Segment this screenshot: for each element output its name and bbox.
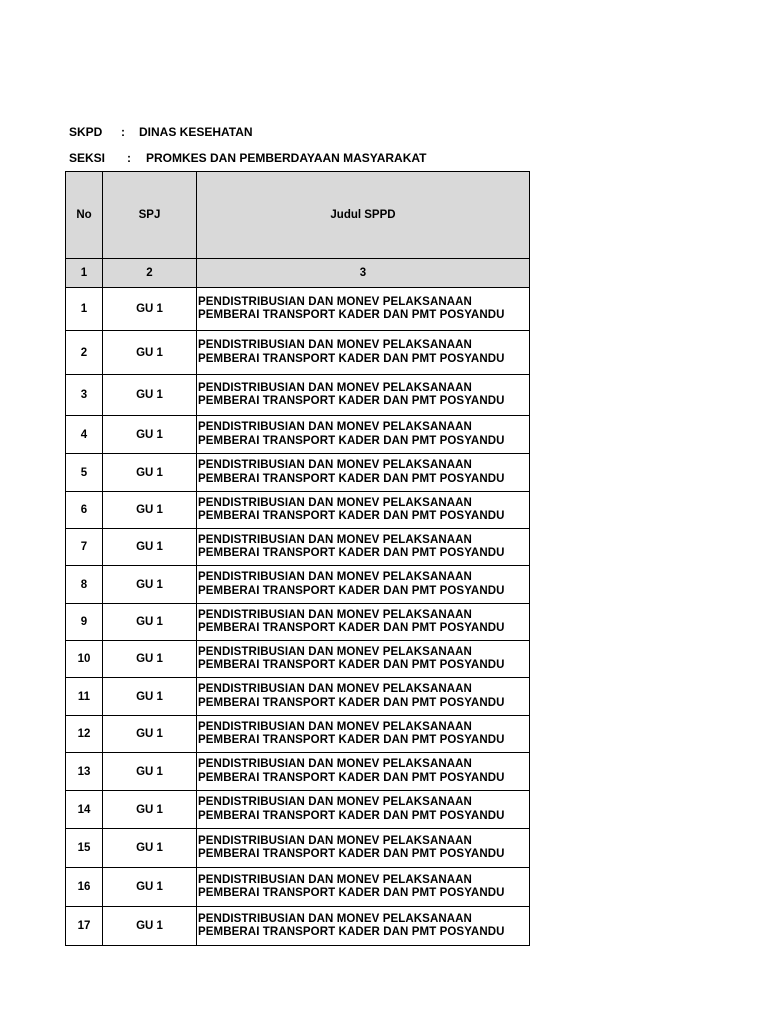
- row-number-cell: 7: [66, 529, 103, 566]
- judul-cell: [197, 454, 530, 492]
- table-row: [66, 416, 530, 454]
- row-number-cell: 13: [66, 753, 103, 791]
- judul-cell: [197, 753, 530, 791]
- judul-cell: [197, 716, 530, 753]
- row-number-cell: 12: [66, 716, 103, 753]
- judul-line-2: PEMBERAI TRANSPORT KADER DAN PMT POSYANDU: [198, 395, 505, 407]
- table-row: [66, 907, 530, 946]
- row-number-cell: 14: [66, 791, 103, 829]
- spj-cell: GU 1: [103, 529, 197, 566]
- judul-line-2: PEMBERAI TRANSPORT KADER DAN PMT POSYANDU: [198, 734, 505, 746]
- judul-line-1: PENDISTRIBUSIAN DAN MONEV PELAKSANAAN: [198, 339, 472, 351]
- spj-cell: GU 1: [103, 829, 197, 868]
- spj-cell: GU 1: [103, 288, 197, 331]
- spj-cell: GU 1: [103, 566, 197, 604]
- row-number-cell: 10: [66, 641, 103, 678]
- judul-line-1: PENDISTRIBUSIAN DAN MONEV PELAKSANAAN: [198, 645, 472, 658]
- table-row: [66, 868, 530, 907]
- spj-cell: GU 1: [103, 868, 197, 907]
- skpd-label: SKPD: [69, 125, 103, 139]
- table-row: [66, 288, 530, 331]
- row-number-cell: 11: [66, 678, 103, 716]
- table-row: [66, 375, 530, 416]
- judul-line-1: PENDISTRIBUSIAN DAN MONEV PELAKSANAAN: [198, 720, 472, 733]
- row-number-cell: 8: [66, 566, 103, 604]
- judul-line-2: PEMBERAI TRANSPORT KADER DAN PMT POSYANDU: [198, 809, 505, 822]
- table-row: [66, 604, 530, 641]
- column-number: 1: [66, 259, 103, 288]
- column-number-row: [66, 259, 530, 288]
- seksi-label: SEKSI: [69, 151, 106, 165]
- judul-line-2: PEMBERAI TRANSPORT KADER DAN PMT POSYANDU: [198, 926, 505, 938]
- judul-line-1: PENDISTRIBUSIAN DAN MONEV PELAKSANAAN: [198, 381, 472, 394]
- judul-line-2: PEMBERAI TRANSPORT KADER DAN PMT POSYANDU: [198, 771, 505, 784]
- judul-line-1: PENDISTRIBUSIAN DAN MONEV PELAKSANAAN: [198, 834, 472, 847]
- spj-cell: GU 1: [103, 678, 197, 716]
- table-row: [66, 716, 530, 753]
- table-row: [66, 566, 530, 604]
- judul-line-1: PENDISTRIBUSIAN DAN MONEV PELAKSANAAN: [198, 533, 472, 546]
- judul-line-1: PENDISTRIBUSIAN DAN MONEV PELAKSANAAN: [198, 571, 472, 583]
- judul-line-2: PEMBERAI TRANSPORT KADER DAN PMT POSYANDU: [198, 434, 505, 447]
- judul-line-1: PENDISTRIBUSIAN DAN MONEV PELAKSANAAN: [198, 912, 472, 925]
- spj-cell: GU 1: [103, 753, 197, 791]
- judul-cell: [197, 907, 530, 946]
- column-header-no: No: [66, 172, 103, 259]
- table-row: [66, 678, 530, 716]
- row-number-cell: 15: [66, 829, 103, 868]
- column-header-judul: Judul SPPD: [197, 172, 530, 259]
- judul-line-2: PEMBERAI TRANSPORT KADER DAN PMT POSYANDU: [198, 848, 505, 860]
- judul-line-2: PEMBERAI TRANSPORT KADER DAN PMT POSYANDU: [198, 584, 505, 597]
- row-number-cell: 16: [66, 868, 103, 907]
- judul-line-2: PEMBERAI TRANSPORT KADER DAN PMT POSYANDU: [198, 622, 505, 634]
- judul-line-1: PENDISTRIBUSIAN DAN MONEV PELAKSANAAN: [198, 496, 472, 509]
- row-number-cell: 4: [66, 416, 103, 454]
- table-header-row: [66, 172, 530, 259]
- judul-cell: [197, 641, 530, 678]
- row-number-cell: 9: [66, 604, 103, 641]
- judul-cell: [197, 331, 530, 375]
- judul-line-1: PENDISTRIBUSIAN DAN MONEV PELAKSANAAN: [198, 421, 472, 433]
- row-number-cell: 3: [66, 375, 103, 416]
- judul-cell: [197, 791, 530, 829]
- table-row: [66, 641, 530, 678]
- column-number: 2: [103, 259, 197, 288]
- spj-cell: GU 1: [103, 331, 197, 375]
- skpd-value: DINAS KESEHATAN: [139, 125, 253, 139]
- row-number-cell: 6: [66, 492, 103, 529]
- spj-cell: GU 1: [103, 375, 197, 416]
- judul-line-2: PEMBERAI TRANSPORT KADER DAN PMT POSYANDU: [198, 887, 505, 899]
- judul-cell: [197, 566, 530, 604]
- table-row: [66, 492, 530, 529]
- judul-line-2: PEMBERAI TRANSPORT KADER DAN PMT POSYANDU: [198, 547, 505, 559]
- seksi-separator: :: [127, 151, 131, 165]
- judul-line-2: PEMBERAI TRANSPORT KADER DAN PMT POSYANDU: [198, 659, 505, 671]
- row-number-cell: 5: [66, 454, 103, 492]
- seksi-value: PROMKES DAN PEMBERDAYAAN MASYARAKAT: [146, 151, 427, 165]
- spj-cell: GU 1: [103, 604, 197, 641]
- judul-cell: [197, 375, 530, 416]
- table-row: [66, 331, 530, 375]
- column-header-spj: SPJ: [103, 172, 197, 259]
- judul-cell: [197, 492, 530, 529]
- judul-line-2: PEMBERAI TRANSPORT KADER DAN PMT POSYANDU: [198, 309, 505, 321]
- table-row: [66, 753, 530, 791]
- judul-line-1: PENDISTRIBUSIAN DAN MONEV PELAKSANAAN: [198, 796, 472, 808]
- judul-line-1: PENDISTRIBUSIAN DAN MONEV PELAKSANAAN: [198, 608, 472, 621]
- judul-line-1: PENDISTRIBUSIAN DAN MONEV PELAKSANAAN: [198, 295, 472, 308]
- judul-line-2: PEMBERAI TRANSPORT KADER DAN PMT POSYANDU: [198, 696, 505, 709]
- row-number-cell: 2: [66, 331, 103, 375]
- judul-cell: [197, 288, 530, 331]
- table-row: [66, 829, 530, 868]
- spj-cell: GU 1: [103, 641, 197, 678]
- judul-line-2: PEMBERAI TRANSPORT KADER DAN PMT POSYANDU: [198, 352, 505, 365]
- table-row: [66, 529, 530, 566]
- judul-cell: [197, 416, 530, 454]
- row-number-cell: 17: [66, 907, 103, 946]
- spj-cell: GU 1: [103, 454, 197, 492]
- judul-cell: [197, 678, 530, 716]
- sppd-table: [65, 171, 530, 946]
- spj-cell: GU 1: [103, 907, 197, 946]
- judul-line-2: PEMBERAI TRANSPORT KADER DAN PMT POSYANDU: [198, 510, 505, 522]
- judul-line-1: PENDISTRIBUSIAN DAN MONEV PELAKSANAAN: [198, 873, 472, 886]
- judul-cell: [197, 829, 530, 868]
- spj-cell: GU 1: [103, 716, 197, 753]
- judul-line-1: PENDISTRIBUSIAN DAN MONEV PELAKSANAAN: [198, 683, 472, 695]
- judul-line-2: PEMBERAI TRANSPORT KADER DAN PMT POSYANDU: [198, 472, 505, 485]
- table-row: [66, 454, 530, 492]
- spj-cell: GU 1: [103, 492, 197, 529]
- judul-line-1: PENDISTRIBUSIAN DAN MONEV PELAKSANAAN: [198, 459, 472, 471]
- judul-line-1: PENDISTRIBUSIAN DAN MONEV PELAKSANAAN: [198, 758, 472, 770]
- judul-cell: [197, 529, 530, 566]
- row-number-cell: 1: [66, 288, 103, 331]
- skpd-separator: :: [121, 125, 125, 139]
- spj-cell: GU 1: [103, 791, 197, 829]
- spj-cell: GU 1: [103, 416, 197, 454]
- judul-cell: [197, 604, 530, 641]
- judul-cell: [197, 868, 530, 907]
- column-number: 3: [197, 259, 530, 288]
- table-row: [66, 791, 530, 829]
